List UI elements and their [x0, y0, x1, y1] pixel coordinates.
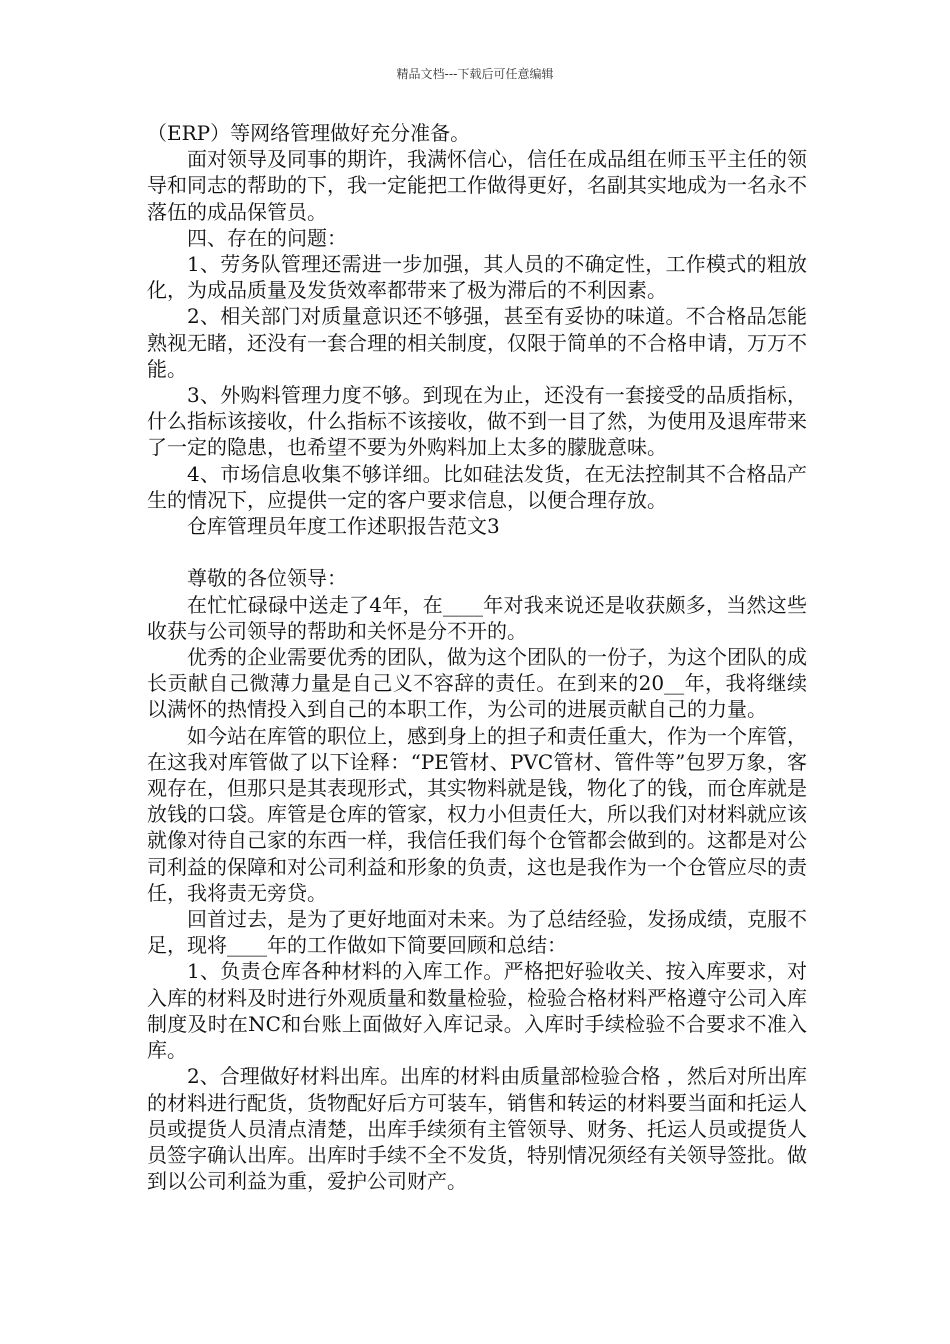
- section-heading-problems: 四、存在的问题：: [187, 225, 347, 250]
- paragraph-review-year: 在忙忙碌碌中送走了4年，在____年对我来说还是收获颇多，当然这些收获与公司领导的帮助和关怀是分不开的。: [147, 592, 807, 643]
- paragraph-expectation: 面对领导及同事的期许，我满怀信心，信任在成品组在师玉平主任的领导和同志的帮助的下，我一定能把工作做得更好，名副其实地成为一名永不落伍的成品保管员。: [147, 147, 807, 224]
- paragraph-summary-intro: 回首过去，是为了更好地面对未来。为了总结经验，发扬成绩，克服不足，现将____年的工作做如下简要回顾和总结：: [147, 907, 807, 958]
- paragraph-problem-2: 2、相关部门对质量意识还不够强，甚至有妥协的味道。不合格品怎能熟视无睹，还没有一套合理的相关制度，仅限于简单的不合格申请，万万不能。: [147, 304, 807, 381]
- document-subtitle: 仓库管理员年度工作述职报告范文3: [187, 514, 500, 539]
- page-header: 精品文档---下载后可任意编辑: [396, 67, 554, 81]
- paragraph-role: 如今站在库管的职位上，感到身上的担子和责任重大，作为一个库管，在这我对库管做了以下诠释：“PE管材、PVC管材、管件等”包罗万象，客观存在，但那只是其表现形式，其实物料就是钱，物化了的钱，而仓库就是放钱的口袋。库管是仓库的管家，权力小但责任大，所以我们对材料就应该就像对待自己家的东西一样，我信任我们每个仓管都会做到的。这都是对公司利益的保障和对公司利益和形象的负责，这也是我作为一个仓管应尽的责任，我将责无旁贷。: [147, 723, 807, 905]
- blank-line: [147, 539, 807, 565]
- paragraph-problem-4: 4、市场信息收集不够详细。比如硅法发货，在无法控制其不合格品产生的情况下，应提供一定的客户要求信息，以便合理存放。: [147, 461, 807, 512]
- paragraph-erp-prep: （ERP）等网络管理做好充分准备。: [147, 121, 471, 145]
- paragraph-duty-1: 1、负责仓库各种材料的入库工作。严格把好验收关、按入库要求，对入库的材料及时进行外观质量和数量检验，检验合格材料严格遵守公司入库制度及时在NC和台账上面做好入库记录。入库时手续检验不合要求不准入库。: [147, 959, 807, 1063]
- salutation: 尊敬的各位领导：: [187, 566, 347, 591]
- paragraph-problem-3: 3、外购料管理力度不够。到现在为止，还没有一套接受的品质指标，什么指标该接收，什么指标不该接收，做不到一目了然，为使用及退库带来了一定的隐患，也希望不要为外购料加上太多的朦胧意味。: [147, 383, 807, 460]
- paragraph-duty-2: 2、合理做好材料出库。出库的材料由质量部检验合格 ，然后对所出库的材料进行配货，货物配好后方可装车，销售和转运的材料要当面和托运人员或提货人员清点清楚，出库手续须有主管领导、财务、托运人员或提货人员签字确认出库。出库时手续不全不发货，特别情况须经有关领导签批。做到以公司利益为重，爱护公司财产。: [147, 1064, 807, 1194]
- paragraph-problem-1: 1、劳务队管理还需进一步加强，其人员的不确定性，工作模式的粗放化，为成品质量及发货效率都带来了极为滞后的不利因素。: [147, 252, 807, 303]
- paragraph-team: 优秀的企业需要优秀的团队，做为这个团队的一份子，为这个团队的成长贡献自己微薄力量是自己义不容辞的责任。在到来的20__年，我将继续以满怀的热情投入到自己的本职工作，为公司的进展贡献自己的力量。: [147, 645, 807, 722]
- document-body: [147, 120, 807, 1194]
